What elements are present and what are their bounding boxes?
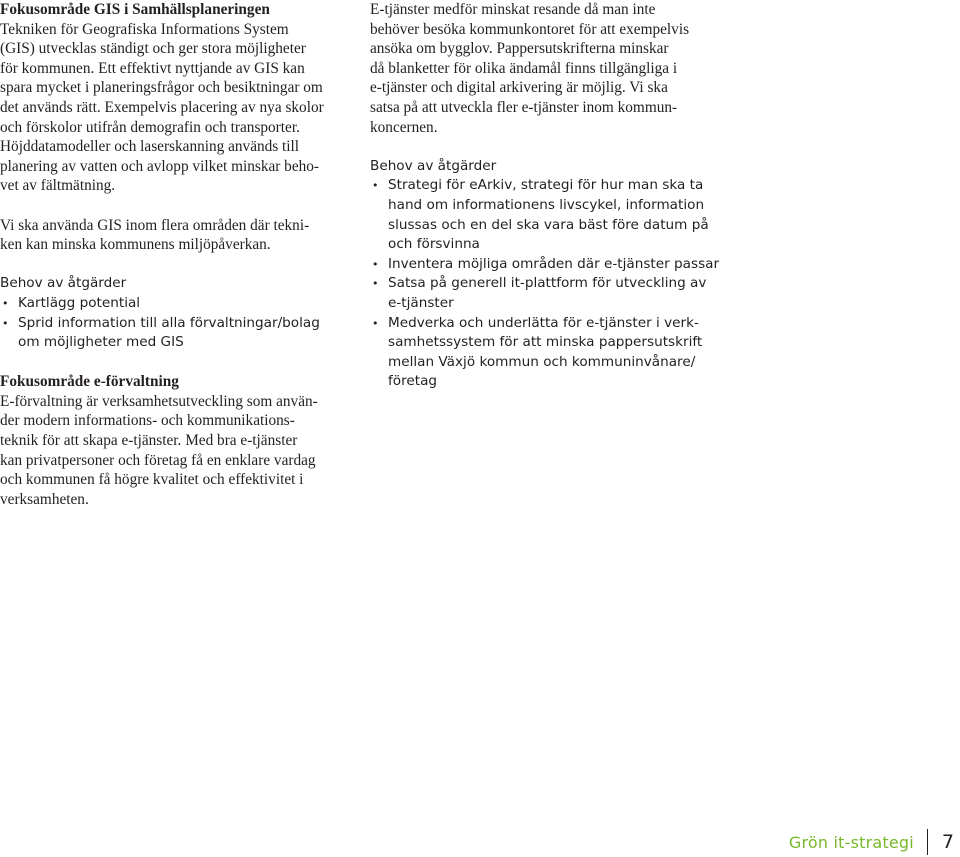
list-item xyxy=(0,314,345,353)
page-footer xyxy=(789,829,954,855)
list-item-text: • Strategi för eArkiv, strategi för hur man ska ta xyxy=(388,177,704,194)
list-item-text: om möjligheter med GIS xyxy=(18,334,184,351)
gis-actions xyxy=(0,274,345,352)
text-line: för kommunen. Ett effektivt nyttjande av GIS kan xyxy=(0,59,305,77)
list-item-text: • Satsa på generell it-plattform för utveckling av xyxy=(388,275,707,292)
list-item-text: • Sprid information till alla förvaltningar/bolag xyxy=(18,314,320,331)
text-line: der modern informations- och kommunikations- xyxy=(0,412,295,430)
text-line: kan privatpersoner och företag få en enklare vardag xyxy=(0,451,316,469)
list-item-text: hand om informationens livscykel, information xyxy=(388,196,705,213)
list-item-text: • Inventera möjliga områden där e-tjänster passar xyxy=(388,255,720,272)
actions-heading: Behov av åtgärder xyxy=(370,157,497,174)
text-line: behöver besöka kommunkontoret för att exempelvis xyxy=(370,20,690,38)
text-line: koncernen. xyxy=(370,118,438,136)
text-line: och förskolor utifrån demografin och transporter. xyxy=(0,118,300,136)
text-line: E-förvaltning är verksamhetsutveckling som använ- xyxy=(0,392,318,410)
text-line: och kommunen få högre kvalitet och effektivitet i xyxy=(0,471,304,489)
left-column xyxy=(0,0,345,509)
text-line: då blanketter för olika ändamål finns tillgängliga i xyxy=(370,59,678,77)
text-line: ken kan minska kommunens miljöpåverkan. xyxy=(0,236,271,254)
text-line: (GIS) utvecklas ständigt och ger stora möjligheter xyxy=(0,40,306,58)
actions-list xyxy=(0,294,345,353)
text-line: ansöka om bygglov. Pappersutskrifterna minskar xyxy=(370,40,669,58)
gis-paragraph-2 xyxy=(0,216,345,255)
list-item-text: • Kartlägg potential xyxy=(18,294,141,311)
text-line: spara mycket i planeringsfrågor och besiktningar om xyxy=(0,79,323,97)
gis-paragraph xyxy=(0,20,345,196)
list-item-text: och försvinna xyxy=(388,236,480,253)
list-item-text: samhetssystem för att minska pappersutskrift xyxy=(388,334,703,351)
list-item xyxy=(370,314,725,392)
list-item-text: företag xyxy=(388,373,438,390)
list-item-text: e-tjänster xyxy=(388,294,454,311)
text-line: Vi ska använda GIS inom flera områden där tekni- xyxy=(0,216,310,234)
text-line: Tekniken för Geografiska Informations System xyxy=(0,20,289,38)
gis-heading: Fokusområde GIS i Samhällsplaneringen xyxy=(0,1,270,18)
text-line: e-tjänster och digital arkivering är möjlig. Vi ska xyxy=(370,79,668,97)
egov-paragraph-continued xyxy=(370,0,725,137)
document-title: Grön it-strategi xyxy=(788,832,914,852)
list-item-text: mellan Växjö kommun och kommuninvånare/ xyxy=(388,353,696,370)
footer-divider xyxy=(927,829,928,855)
list-item-text: • Medverka och underlätta för e-tjänster i verk- xyxy=(388,314,699,331)
text-line: Höjddatamodeller och laserskanning används till xyxy=(0,138,300,156)
egov-heading: Fokusområde e-förvaltning xyxy=(0,373,179,391)
list-item xyxy=(370,176,725,254)
text-line: teknik för att skapa e-tjänster. Med bra e-tjänster xyxy=(0,432,298,450)
actions-heading: Behov av åtgärder xyxy=(0,275,127,292)
list-item xyxy=(0,294,345,314)
actions-list xyxy=(370,176,725,392)
right-column xyxy=(370,0,725,392)
list-item xyxy=(370,255,725,275)
text-line: verksamheten. xyxy=(0,490,89,508)
list-item xyxy=(370,274,725,313)
egov-paragraph xyxy=(0,392,345,510)
text-line: satsa på att utveckla fler e-tjänster inom kommun- xyxy=(370,98,678,116)
page-number: 7 xyxy=(941,831,954,853)
list-item-text: slussas och en del ska vara bäst före datum på xyxy=(388,216,709,233)
egov-actions xyxy=(370,157,725,392)
text-line: det används rätt. Exempelvis placering av nya skolor xyxy=(0,98,324,116)
text-line: planering av vatten och avlopp vilket minskar beho- xyxy=(0,157,320,175)
text-line: vet av fältmätning. xyxy=(0,177,116,195)
text-line: E-tjänster medför minskat resande då man inte xyxy=(370,1,656,18)
